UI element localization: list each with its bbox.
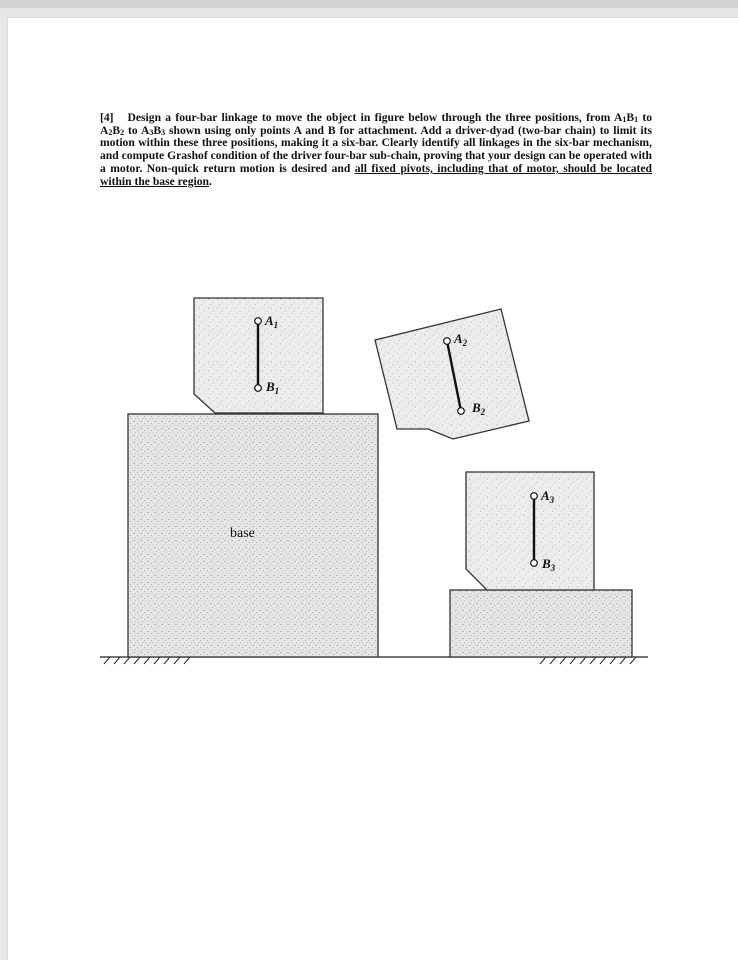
- subscript-1b: 1: [634, 115, 639, 124]
- joint-a3: [531, 493, 538, 500]
- joint-a2: [444, 338, 451, 345]
- subscript-2a: 2: [108, 127, 113, 137]
- support-block-right: [450, 590, 632, 657]
- subscript-3a: 3: [149, 127, 154, 137]
- problem-number: [4]: [100, 111, 114, 124]
- joint-a1: [255, 318, 262, 325]
- label-a3: $A_3$: [541, 488, 555, 505]
- object-position-2: [375, 309, 529, 439]
- document-page[interactable]: [8, 18, 738, 960]
- point-b-letter-1: B: [626, 111, 635, 124]
- problem-text-part-1: Design a four-bar linkage to move the object in figure below through the three positions, from A: [127, 111, 623, 124]
- mechanism-figure: [8, 18, 738, 960]
- ground-right: [380, 657, 648, 664]
- point-b-letter-2: B: [112, 123, 121, 137]
- label-a2: $A_2$: [454, 331, 468, 348]
- label-a1: $A_1$: [265, 313, 279, 330]
- underlined-requirement: all fixed pivots, including that of motor, should be located within the base region: [100, 161, 652, 188]
- problem-text-part-3: to A: [124, 123, 150, 137]
- problem-text-part-4: shown using only points A and B for attachment. Add a driver-dyad (two-bar chain) to limit its motion within these three positions, making it a six-bar. Clearly identify all linkages in the six-bar mechanism, and compute Grashof condition of the driver four-bar sub-chain, proving that your design can be operated with a motor. Non-quick return motion is desired and: [100, 123, 652, 175]
- joint-b1: [255, 385, 262, 392]
- subscript-1a: 1: [622, 115, 627, 124]
- ground-left: [100, 657, 380, 664]
- base-label: base: [230, 526, 255, 541]
- object-position-1: [194, 298, 323, 413]
- label-b1: $B_1$: [266, 379, 280, 396]
- point-b-letter-3: B: [153, 123, 162, 137]
- joint-b2: [458, 408, 465, 415]
- joint-b3: [531, 560, 538, 567]
- label-b3: $B_3$: [542, 556, 556, 573]
- problem-end-period: .: [208, 174, 212, 188]
- label-b2: $B_2$: [472, 400, 486, 417]
- object-position-3: [466, 472, 594, 590]
- problem-text-part-2: to A: [100, 111, 652, 137]
- subscript-3b: 3: [161, 127, 166, 137]
- viewer-top-bar: [0, 0, 738, 8]
- subscript-2b: 2: [120, 127, 125, 137]
